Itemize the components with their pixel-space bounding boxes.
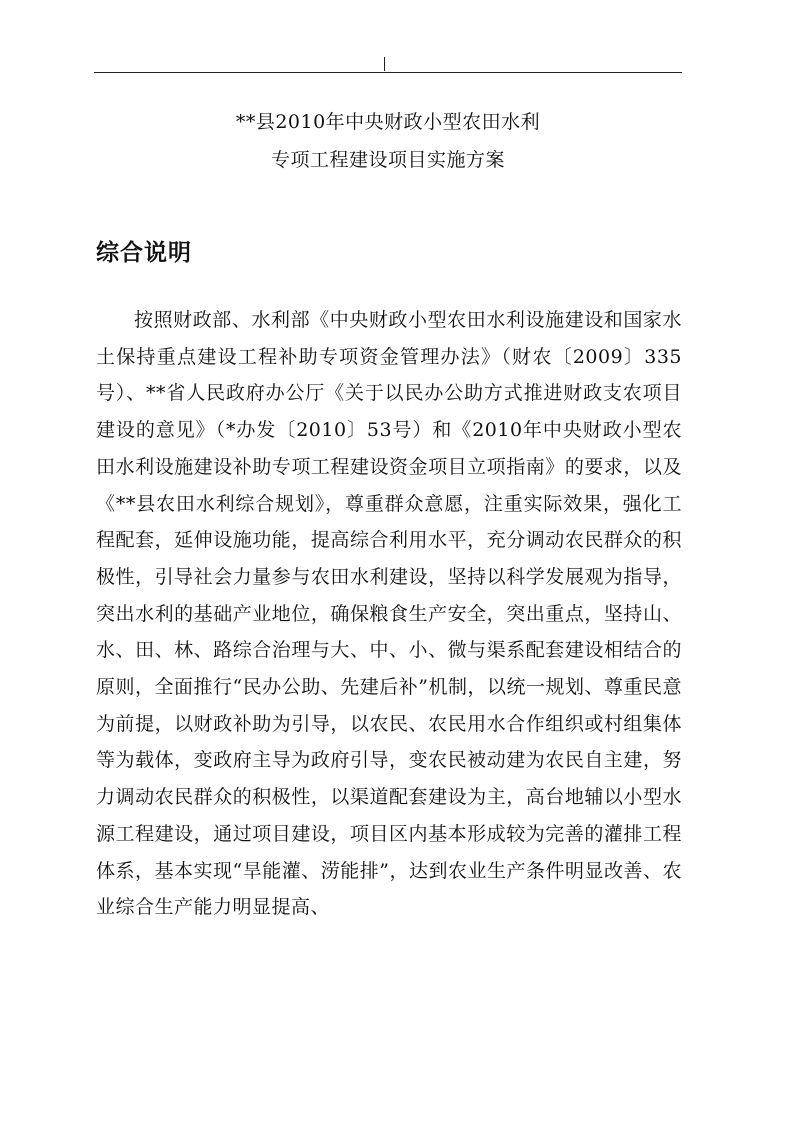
body-paragraph: 按照财政部、水利部《中央财政小型农田水利设施建设和国家水土保持重点建设工程补助专项资金管理办法》（财农〔2009〕335号）、**省人民政府办公厅《关于以民办公助方式推进财政支农项目建设的意见》（*办发〔2010〕53号）和《2010年中央财政小型农田水利设施建设补助专项工程建设资金项目立项指南》的要求，以及《**县农田水利综合规划》，尊重群众意愿，注重实际效果，强化工程配套，延伸设施功能，提高综合利用水平，充分调动农民群众的积极性，引导社会力量参与农田水利建设，坚持以科学发展观为指导，突出水利的基础产业地位，确保粮食生产安全，突出重点，坚持山、水、田、林、路综合治理与大、中、小、微与渠系配套建设相结合的原则，全面推行“民办公助、先建后补”机制，以统一规划、尊重民意为前提，以财政补助为引导，以农民、农民用水合作组织或村组集体等为载体，变政府主导为政府引导，变农民被动建为农民自主建，努力调动农民群众的积极性，以渠道配套建设为主，高台地辅以小型水源工程建设，通过项目建设，项目区内基本形成较为完善的灌排工程体系，基本实现“旱能灌、涝能排”，达到农业生产条件明显改善、农业综合生产能力明显提高、 [96, 309, 682, 919]
section-heading: 综合说明 [96, 240, 192, 266]
document-title-line-2: 专项工程建设项目实施方案 [270, 149, 505, 171]
header-rule [94, 72, 682, 73]
document-title-line-1: **县2010年中央财政小型农田水利 [235, 111, 541, 133]
header-mark [384, 57, 385, 71]
